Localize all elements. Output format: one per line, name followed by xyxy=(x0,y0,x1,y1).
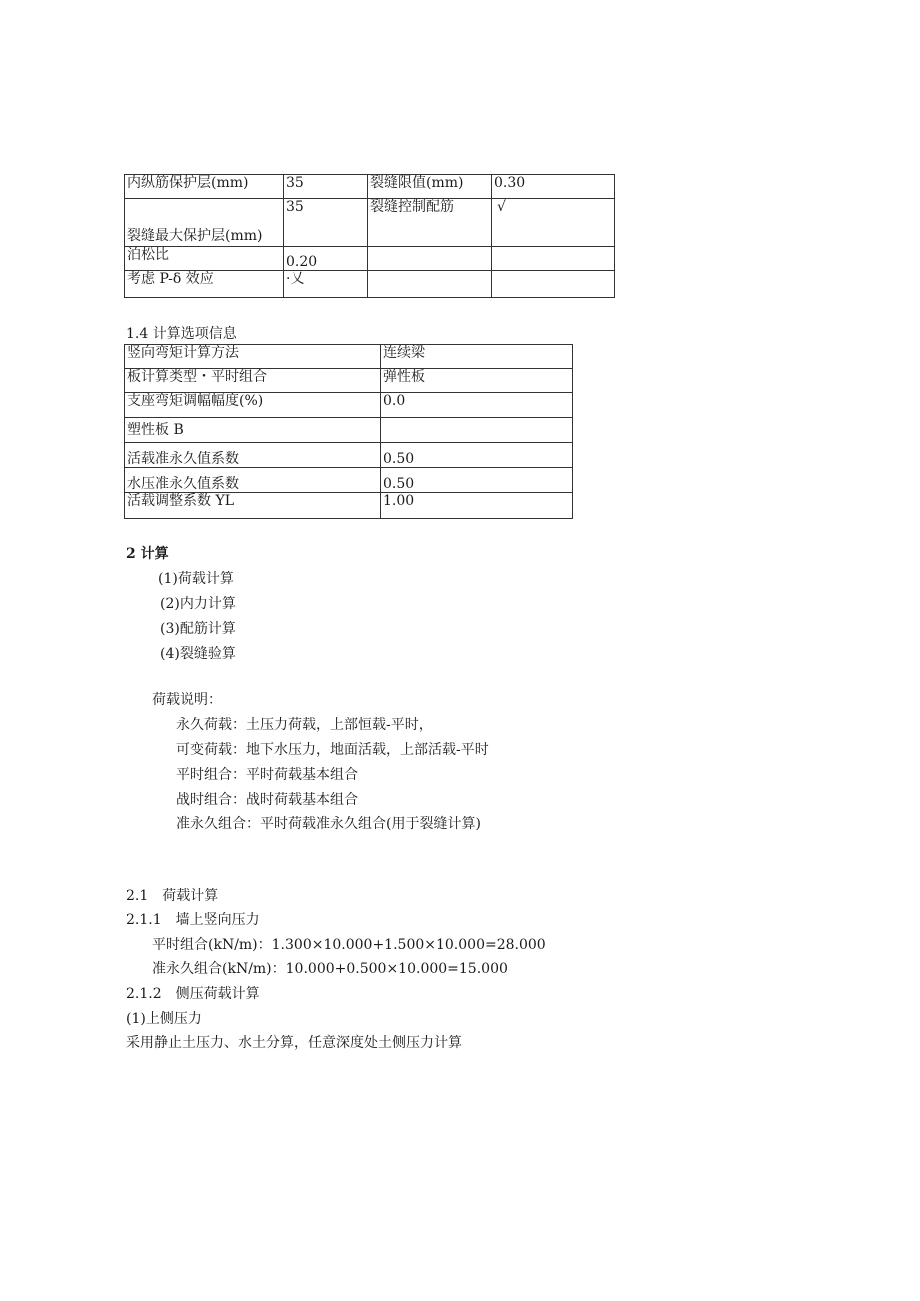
list-item: (2)内力计算 xyxy=(160,596,236,612)
table-cell: 内纵筋保护层(mm) xyxy=(125,175,284,199)
table-cell: 水压准永久值系数 xyxy=(125,468,381,493)
table-row xyxy=(125,345,573,369)
table-row xyxy=(125,199,615,247)
table-cell: 1.00 xyxy=(381,493,573,519)
load-note: 永久荷载：土压力荷载，上部恒载-平时， xyxy=(176,717,433,733)
table-cell: 0.50 xyxy=(381,443,573,468)
load-note: 可变荷载：地下水压力，地面活载，上部活载-平时 xyxy=(176,742,489,758)
table-cell: 0.30 xyxy=(492,175,615,199)
table-cell xyxy=(492,247,615,271)
design-params-table xyxy=(124,174,615,298)
table-cell xyxy=(368,247,492,271)
table-cell: 0.50 xyxy=(381,468,573,493)
section-2-1-2-title: 2.1.2 侧压荷载计算 xyxy=(126,986,260,1002)
table-cell: √ xyxy=(492,199,615,247)
table-row xyxy=(125,247,615,271)
list-item: (4)裂缝验算 xyxy=(160,646,236,662)
table-cell: ·乂 xyxy=(284,271,368,298)
table-cell: 裂缝控制配筋 xyxy=(368,199,492,247)
load-note: 准永久组合：平时荷载准永久组合(用于裂缝计算) xyxy=(176,816,481,832)
table-cell xyxy=(492,271,615,298)
table-row xyxy=(125,271,615,298)
table-cell: 35 xyxy=(284,199,368,247)
table-cell: 裂缝最大保护层(mm) xyxy=(125,199,284,247)
table-cell: 弹性板 xyxy=(381,369,573,393)
table-cell: 0.0 xyxy=(381,393,573,418)
table-cell: 泊松比 xyxy=(125,247,284,271)
table-row xyxy=(125,418,573,443)
table-cell: 活载调整系数 YL xyxy=(125,493,381,519)
paragraph: 采用静止土压力、水土分算，任意深度处土侧压力计算 xyxy=(126,1035,462,1051)
section-2-title: 2 计算 xyxy=(126,546,169,562)
table-cell: 活载准永久值系数 xyxy=(125,443,381,468)
sub-item: (1)上侧压力 xyxy=(126,1011,202,1027)
list-item: (3)配筋计算 xyxy=(160,621,236,637)
table-cell: 裂缝限值(mm) xyxy=(368,175,492,199)
table-cell xyxy=(368,271,492,298)
table-cell: 支座弯矩调幅幅度(%) xyxy=(125,393,381,418)
formula-line: 平时组合(kN/m)：1.300×10.000+1.500×10.000=28.000 xyxy=(152,937,546,953)
load-note: 战时组合：战时荷载基本组合 xyxy=(176,792,358,808)
list-item: (1)荷载计算 xyxy=(158,571,234,587)
table-row xyxy=(125,443,573,468)
table-row xyxy=(125,369,573,393)
table-row xyxy=(125,393,573,418)
table-cell: 板计算类型・平时组合 xyxy=(125,369,381,393)
table-row xyxy=(125,175,615,199)
table-cell: 竖向弯矩计算方法 xyxy=(125,345,381,369)
table-cell: 0.20 xyxy=(284,247,368,271)
calc-options-table xyxy=(124,344,573,519)
table-cell: 35 xyxy=(284,175,368,199)
load-note-title: 荷载说明： xyxy=(152,692,222,708)
table-cell: 塑性板 B xyxy=(125,418,381,443)
table-cell: 连续梁 xyxy=(381,345,573,369)
section-2-1-title: 2.1 荷载计算 xyxy=(126,888,219,904)
table-row xyxy=(125,468,573,493)
table-cell xyxy=(381,418,573,443)
section-1-4-title: 1.4 计算选项信息 xyxy=(126,326,237,342)
table-row xyxy=(125,493,573,519)
load-note: 平时组合：平时荷载基本组合 xyxy=(176,767,358,783)
table-cell: 考虑 P-δ 效应 xyxy=(125,271,284,298)
section-2-1-1-title: 2.1.1 墙上竖向压力 xyxy=(126,912,260,928)
formula-line: 准永久组合(kN/m)：10.000+0.500×10.000=15.000 xyxy=(152,961,508,977)
